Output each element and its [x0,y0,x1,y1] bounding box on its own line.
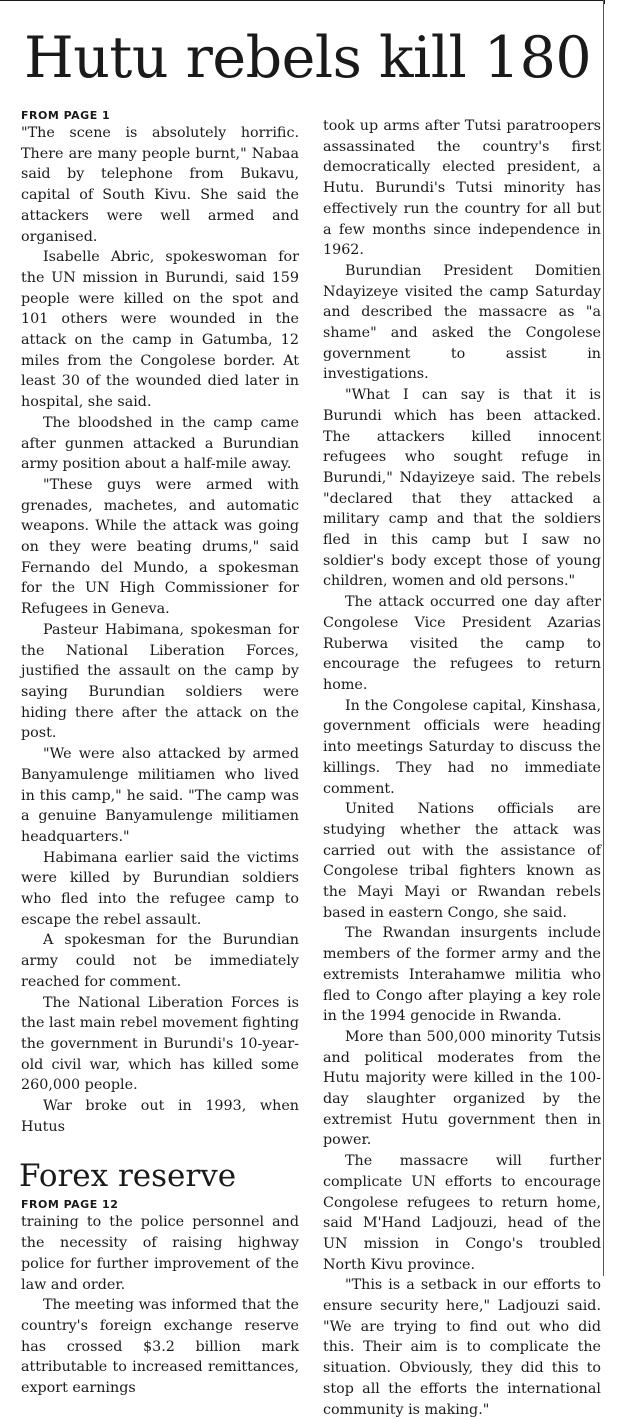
forex-paragraph: The meeting was informed that the country's foreign exchange reserve has crossed $3.2 billion mark attributable to increased remittances, export earnings [21,1297,299,1397]
article-paragraph: The attack occurred one day after Congolese Vice President Azarias Ruberwa visited the camp to encourage the refugees to return home. [323,594,601,693]
article-paragraph: A spokesman for the Burundian army could not be immediately reached for comment. [21,932,299,990]
article-headline: Hutu rebels kill 180 [24,25,592,91]
page-frame-right [603,0,604,1276]
forex-headline: Forex reserve [19,1158,237,1195]
article-paragraph: War broke out in 1993, when Hutus [21,1098,299,1135]
article-paragraph: The National Liberation Forces is the last main rebel movement fighting the government in Burundi's 10-year-old civil war, which has killed some 260,000 people. [21,994,299,1094]
article-paragraph: More than 500,000 minority Tutsis and political moderates from the Hutu majority were killed in the 100-day slaughter organized by the extremist Hutu government then in power. [323,1028,601,1149]
article-paragraph: The massacre will further complicate UN efforts to encourage Congolese refugees to return home, said M'Hand Ladjouzi, head of the UN mission in Congo's troubled North Kivu province. [323,1153,601,1273]
left-column [19,108,299,1397]
article-paragraph: In the Congolese capital, Kinshasa, government officials were heading into meetings Saturday to discuss the killings. They had no immediate comment. [323,697,601,797]
article-paragraph: took up arms after Tutsi paratroopers assassinated the country's first democratically elected president, a Hutu. Burundi's Tutsi minority has effectively run the country for all but a few months since independence in 1962. [323,118,601,259]
right-column [323,116,601,1418]
article-paragraph: "These guys were armed with grenades, machetes, and automatic weapons. While the attack was going on they were beating drums," said Fernando del Mundo, a spokesman for the UN High Commissioner for Refugees in Geneva. [21,476,299,618]
forex-from-page-label: FROM PAGE 12 [21,1198,119,1212]
article-paragraph: The bloodshed in the camp came after gunmen attacked a Burundian army position about a half-mile away. [21,414,299,473]
article-paragraph: Isabelle Abric, spokeswoman for the UN mission in Burundi, said 159 people were killed on the spot and 101 others were wounded in the attack on the camp in Gatumba, 12 miles from the Congolese border. At least 30 of the wounded died later in hospital, she said. [21,249,299,411]
article-paragraph: "What I can say is that it is Burundi which has been attacked. The attackers killed innocent refugees who sought refuge in Burundi," Ndayizeye said. The rebels "declared that they attacked a military camp and that the soldiers fled in this camp but I saw no soldier's body except those of young children, women and old persons." [323,387,601,590]
article-paragraph: "The scene is absolutely horrific. There are many people burnt," Nabaa said by telephone from Bukavu, capital of South Kivu. She said the attackers were well armed and organised. [21,125,299,245]
page-frame-top [0,0,605,4]
article-paragraph: United Nations officials are studying whether the attack was carried out with the assistance of Congolese tribal fighters known as the Mayi Mayi or Rwandan rebels based in eastern Congo, she said. [323,801,601,921]
from-page-label: FROM PAGE 1 [21,109,111,122]
article-paragraph: The Rwandan insurgents include members of the former army and the extremists Interahamwe militia who fled to Congo after playing a key role in the 1994 genocide in Rwanda. [323,925,601,1025]
article-paragraph: Habimana earlier said the victims were killed by Burundian soldiers who fled into the refugee camp to escape the rebel assault. [21,849,299,928]
article-paragraph: "We were also attacked by armed Banyamulenge militiamen who lived in this camp," he said. "The camp was a genuine Banyamulenge militiamen headquarters." [21,746,299,845]
article-paragraph: "This is a setback in our efforts to ensure security here," Ladjouzi said. "We are trying to find out who did this. Their aim is to complicate the situation. Obviously, they did this to stop all the efforts the international community is making." [323,1277,601,1418]
article-paragraph: Pasteur Habimana, spokesman for the National Liberation Forces, justified the assault on the camp by saying Burundian soldiers were hiding there after the attack on the post. [21,621,299,742]
forex-paragraph: training to the police personnel and the necessity of raising highway police for further improvement of the law and order. [21,1214,299,1293]
article-paragraph: Burundian President Domitien Ndayizeye visited the camp Saturday and described the massacre as "a shame" and asked the Congolese government to assist in investigations. [323,262,601,383]
